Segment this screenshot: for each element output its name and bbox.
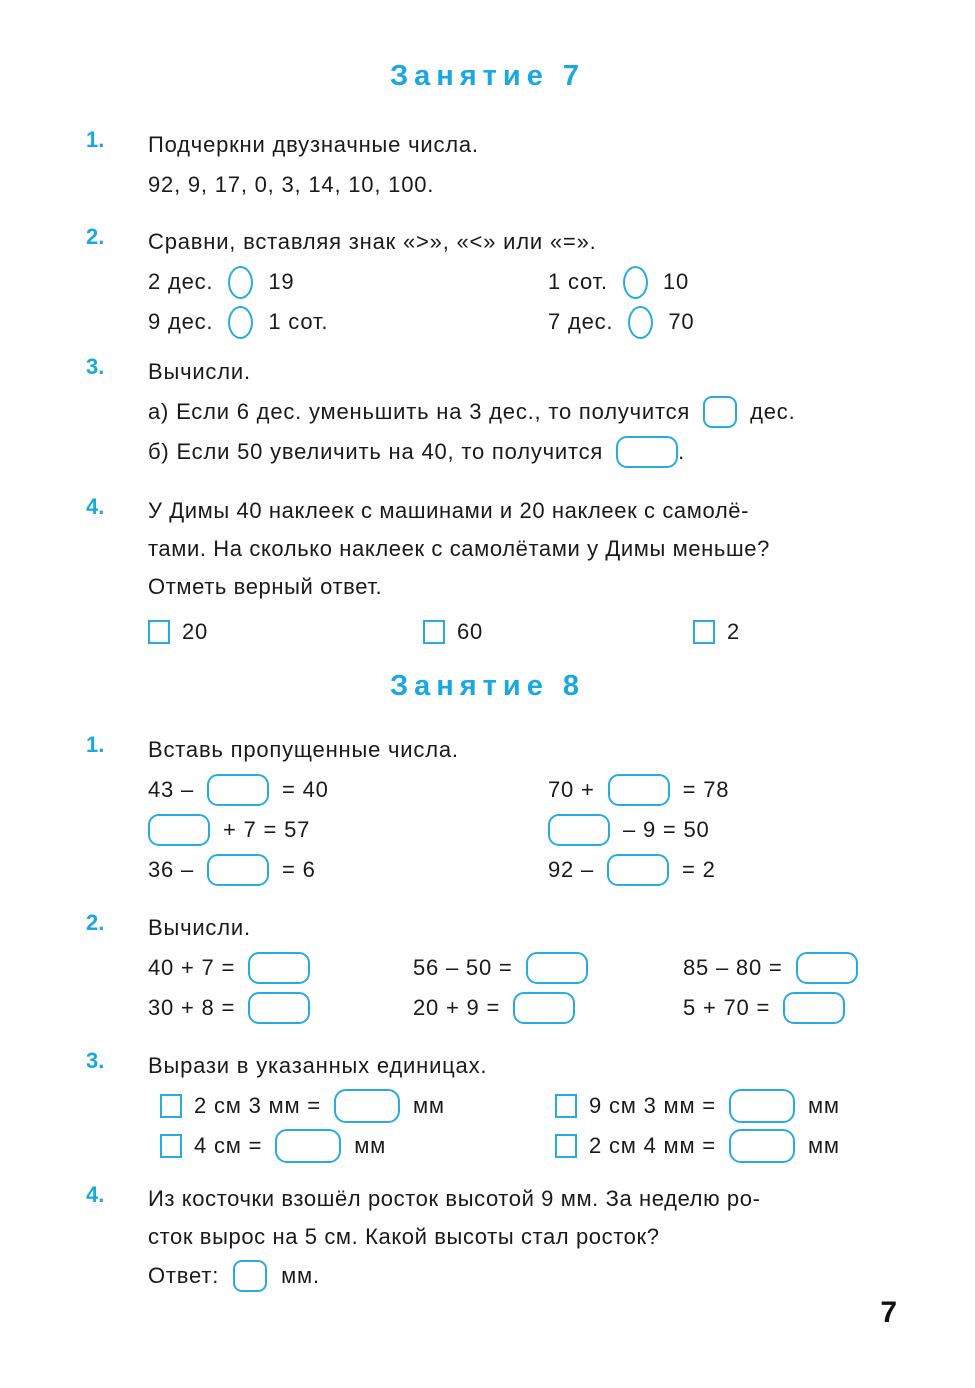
option-label: 2 [727, 619, 741, 644]
task-number: 2. [86, 910, 105, 935]
answer-box[interactable] [207, 854, 269, 886]
equation [148, 810, 548, 850]
equation-pre: 36 – [148, 857, 195, 882]
task-number: 3. [86, 354, 105, 379]
calc-unit: дес. [750, 399, 796, 424]
answer-box[interactable] [729, 1129, 795, 1163]
checkbox-icon[interactable] [148, 620, 170, 644]
lesson7-task-2 [86, 222, 898, 342]
answer-label: Ответ: [148, 1263, 220, 1288]
task-number: 3. [86, 1048, 105, 1073]
calc-text: б) Если 50 увеличить на 40, то получится [148, 439, 604, 464]
conversion-expression: 2 см 3 мм = [194, 1093, 321, 1118]
conversion-expression: 2 см 4 мм = [589, 1133, 716, 1158]
comparison-item [148, 302, 548, 342]
lesson8-task-2 [86, 908, 898, 1028]
comparison-right: 1 сот. [268, 309, 329, 334]
task-number: 4. [86, 494, 105, 519]
comparison-item [148, 262, 548, 302]
answer-box[interactable] [703, 396, 737, 428]
sign-oval-input[interactable] [228, 306, 253, 339]
expression-row [148, 948, 898, 988]
equation-post: + 7 = 57 [223, 817, 311, 842]
equation [548, 850, 716, 890]
checkbox-icon[interactable] [160, 1094, 182, 1118]
equation-row [148, 770, 898, 810]
lesson-title-7: Занятие 7 [389, 60, 586, 92]
equation-pre: 92 – [548, 857, 595, 882]
equation [548, 770, 729, 810]
equation-post: = 2 [682, 857, 716, 882]
conversion-expression: 9 см 3 мм = [589, 1093, 716, 1118]
lesson8-task-4 [86, 1180, 898, 1296]
answer-box[interactable] [548, 814, 610, 846]
option-label: 60 [457, 619, 484, 644]
comparison-left: 1 сот. [548, 269, 608, 294]
answer-box[interactable] [248, 952, 310, 984]
answer-unit: мм. [281, 1263, 320, 1288]
sign-oval-input[interactable] [623, 266, 648, 299]
expression-text: 56 – 50 = [413, 955, 513, 980]
conversion-unit: мм [354, 1133, 387, 1158]
task-number: 1. [86, 732, 105, 757]
calc-row [148, 392, 898, 432]
conversion-row [148, 1086, 898, 1126]
answer-box[interactable] [796, 952, 858, 984]
lesson-title-8: Занятие 8 [389, 670, 586, 702]
expression [148, 988, 413, 1028]
comparison-item [548, 262, 689, 302]
task-prompt-line: Из косточки взошёл росток высотой 9 мм. За неделю ро- [148, 1186, 761, 1211]
comparison-row [148, 262, 898, 302]
conversion-item [148, 1086, 555, 1126]
expression [683, 988, 845, 1028]
option-item[interactable] [148, 612, 423, 652]
answer-box[interactable] [616, 436, 678, 468]
option-label: 20 [182, 619, 209, 644]
task-prompt: Вставь пропущенные числа. [148, 737, 459, 762]
sign-oval-input[interactable] [228, 266, 253, 299]
equation-post: = 78 [682, 777, 730, 802]
checkbox-icon[interactable] [693, 620, 715, 644]
expression-text: 20 + 9 = [413, 995, 501, 1020]
expression-row [148, 988, 898, 1028]
expression-text: 40 + 7 = [148, 955, 236, 980]
conversion-item [555, 1086, 840, 1126]
task-prompt-line: У Димы 40 наклеек с машинами и 20 наклеек с самолё- [148, 498, 750, 523]
checkbox-icon[interactable] [160, 1134, 182, 1158]
equation-row [148, 810, 898, 850]
comparison-right: 70 [668, 309, 695, 334]
lesson7-task-1 [86, 125, 898, 205]
equation-post: – 9 = 50 [623, 817, 710, 842]
checkbox-icon[interactable] [555, 1134, 577, 1158]
expression-text: 30 + 8 = [148, 995, 236, 1020]
lesson7-task-4 [86, 492, 898, 652]
task-number: 2. [86, 224, 105, 249]
option-item[interactable] [693, 612, 740, 652]
equation [548, 810, 710, 850]
task-prompt: Вычисли. [148, 915, 251, 940]
conversion-unit: мм [807, 1133, 840, 1158]
lesson8-task-3 [86, 1046, 898, 1166]
sign-oval-input[interactable] [628, 306, 653, 339]
equation [148, 770, 548, 810]
answer-box[interactable] [513, 992, 575, 1024]
task-prompt-line: Отметь верный ответ. [148, 574, 383, 599]
comparison-row [148, 302, 898, 342]
calc-unit: . [678, 439, 686, 464]
answer-box[interactable] [526, 952, 588, 984]
equation-post: = 40 [282, 777, 329, 802]
page-number: 7 [880, 1296, 897, 1329]
expression [683, 948, 858, 988]
task-prompt-line: сток вырос на 5 см. Какой высоты стал росток? [148, 1224, 660, 1249]
answer-box[interactable] [334, 1089, 400, 1123]
conversion-row [148, 1126, 898, 1166]
comparison-left: 7 дес. [548, 309, 614, 334]
lesson8-task-1 [86, 730, 898, 890]
task-number: 4. [86, 1182, 105, 1207]
task-prompt: Вычисли. [148, 359, 251, 384]
calc-text: а) Если 6 дес. уменьшить на 3 дес., то получится [148, 399, 691, 424]
answer-box[interactable] [783, 992, 845, 1024]
task-prompt: Вырази в указанных единицах. [148, 1053, 488, 1078]
conversion-item [555, 1126, 840, 1166]
options-row [148, 612, 898, 652]
answer-row [148, 1256, 898, 1296]
expression [148, 948, 413, 988]
task-number: 1. [86, 127, 105, 152]
answer-box[interactable] [233, 1260, 267, 1292]
equation-pre: 70 + [548, 777, 595, 802]
task-prompt: Сравни, вставляя знак «>», «<» или «=». [148, 229, 597, 254]
numbers-list: 92, 9, 17, 0, 3, 14, 10, 100. [148, 172, 435, 197]
equation [148, 850, 548, 890]
comparison-left: 9 дес. [148, 309, 214, 334]
answer-box[interactable] [729, 1089, 795, 1123]
conversion-item [148, 1126, 555, 1166]
comparison-right: 19 [268, 269, 295, 294]
conversion-unit: мм [412, 1093, 445, 1118]
expression [413, 948, 683, 988]
answer-box[interactable] [275, 1129, 341, 1163]
calc-row [148, 432, 898, 472]
expression-text: 85 – 80 = [683, 955, 783, 980]
task-prompt-line: тами. На сколько наклеек с самолётами у Димы меньше? [148, 536, 770, 561]
comparison-item [548, 302, 694, 342]
answer-box[interactable] [607, 854, 669, 886]
equation-post: = 6 [282, 857, 316, 882]
answer-box[interactable] [248, 992, 310, 1024]
expression [413, 988, 683, 1028]
answer-box[interactable] [207, 774, 269, 806]
conversion-unit: мм [807, 1093, 840, 1118]
checkbox-icon[interactable] [423, 620, 445, 644]
comparison-left: 2 дес. [148, 269, 214, 294]
task-prompt: Подчеркни двузначные числа. [148, 132, 479, 157]
comparison-right: 10 [662, 269, 689, 294]
equation-pre: 43 – [148, 777, 195, 802]
checkbox-icon[interactable] [555, 1094, 577, 1118]
expression-text: 5 + 70 = [683, 995, 771, 1020]
answer-box[interactable] [608, 774, 670, 806]
equation-row [148, 850, 898, 890]
conversion-expression: 4 см = [194, 1133, 263, 1158]
answer-box[interactable] [148, 814, 210, 846]
lesson7-task-3 [86, 352, 898, 472]
option-item[interactable] [423, 612, 693, 652]
